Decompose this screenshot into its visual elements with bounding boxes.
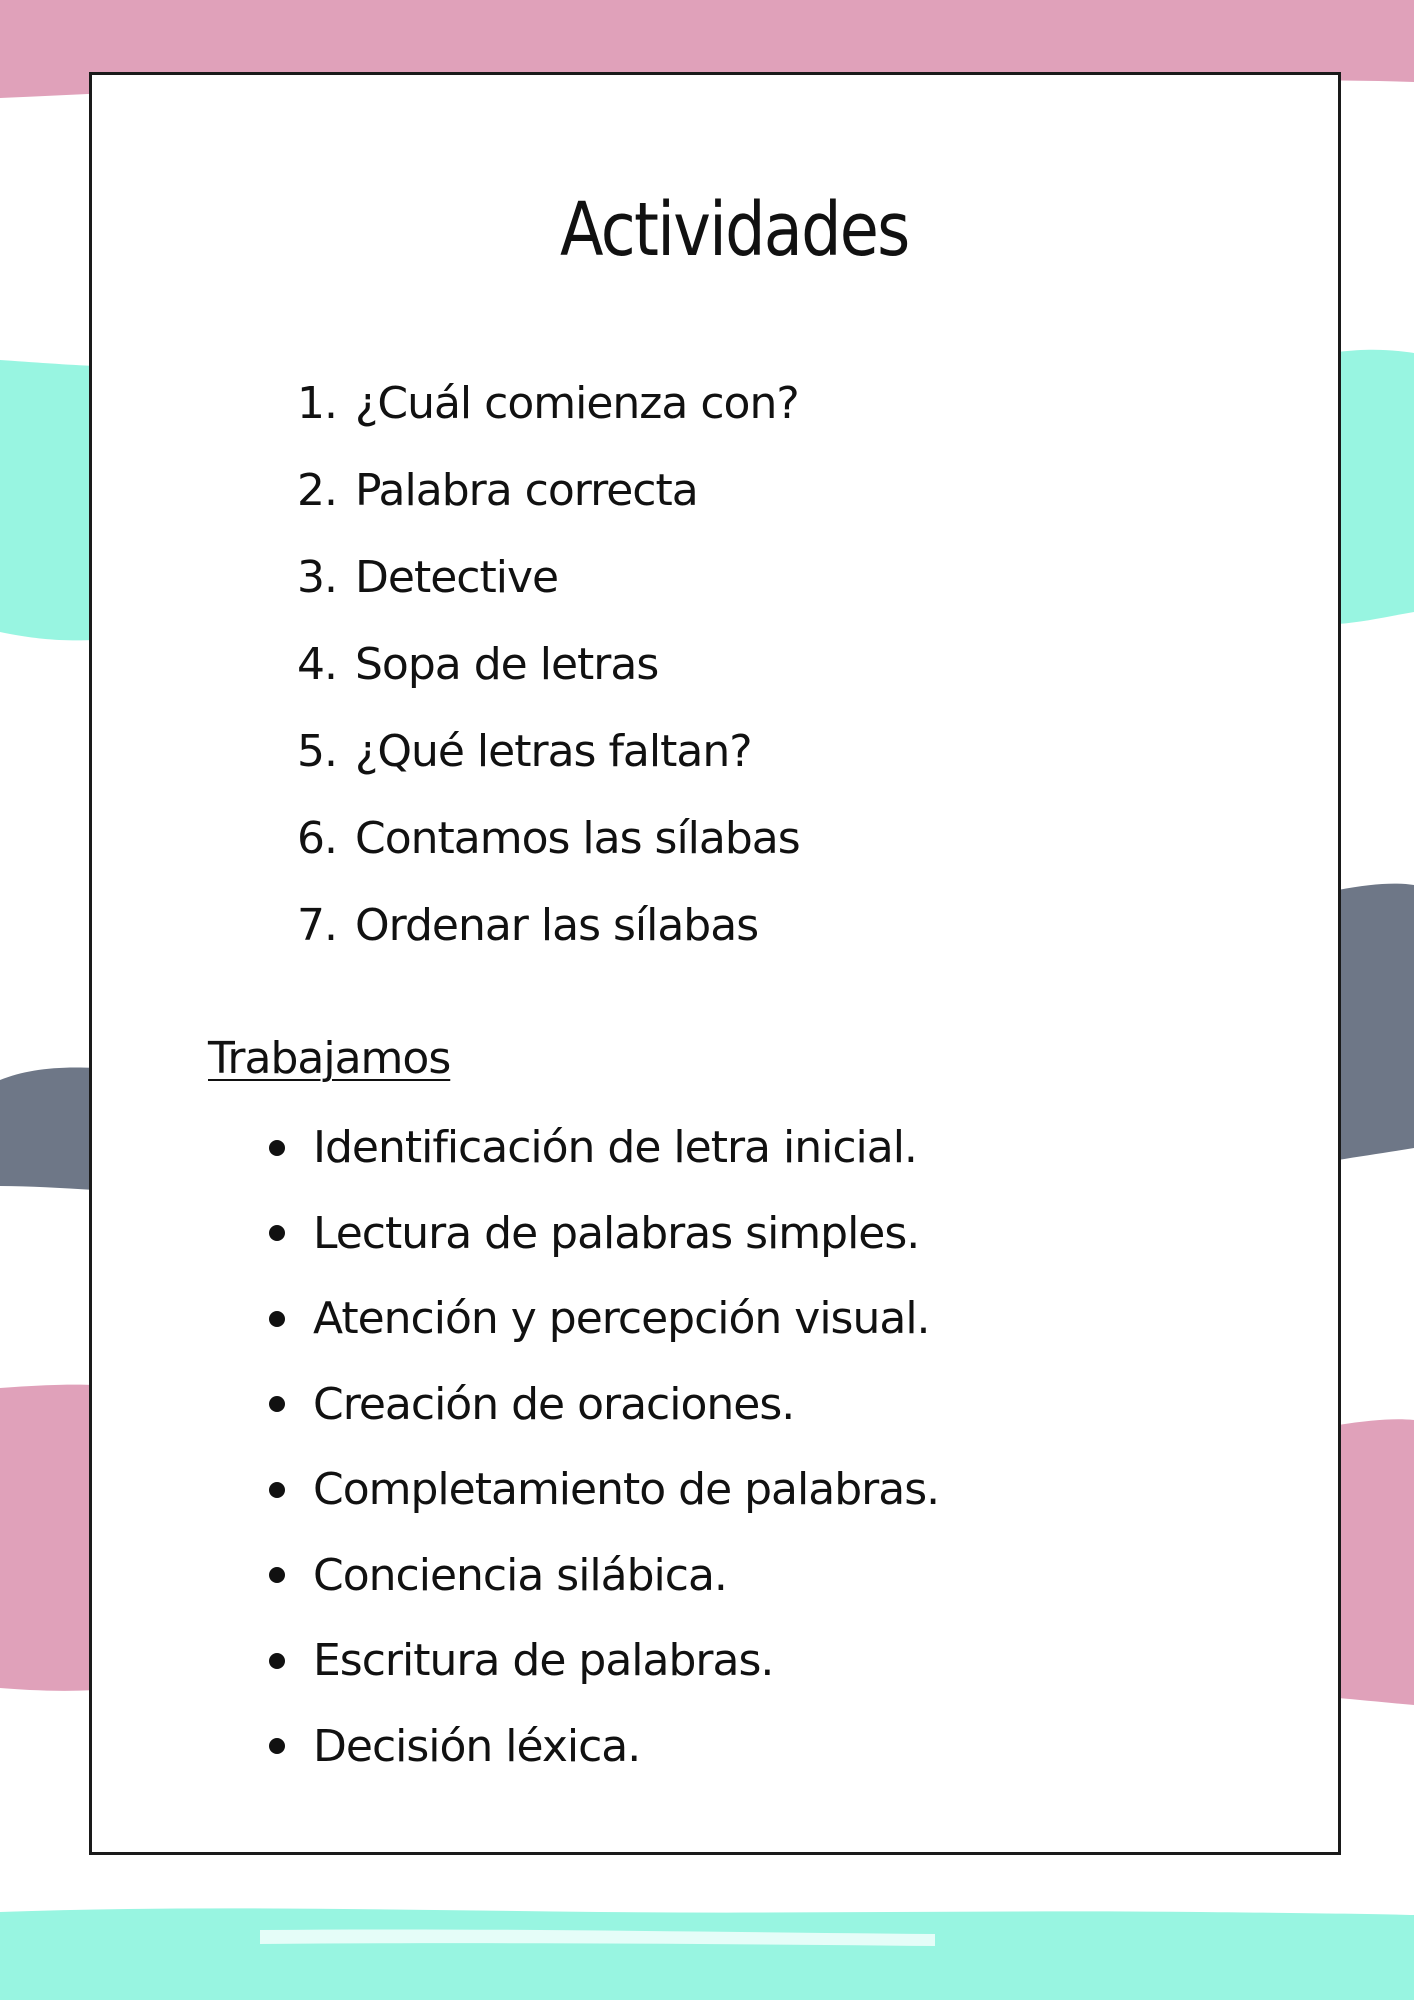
- list-item: [267, 882, 800, 969]
- list-item: [267, 1533, 939, 1619]
- list-item: [267, 1618, 939, 1704]
- list-item: [267, 708, 800, 795]
- item-label: ¿Cuál comienza con?: [355, 378, 799, 429]
- list-item: [267, 1105, 939, 1191]
- list-item: [267, 534, 800, 621]
- item-label: Completamiento de palabras.: [313, 1464, 940, 1516]
- bullet-icon: [269, 1738, 285, 1754]
- mint-stroke-right: [1338, 350, 1414, 624]
- item-number: 3.: [297, 552, 337, 603]
- bullet-icon: [269, 1396, 285, 1412]
- page-title: Actividades: [560, 187, 909, 273]
- list-item: [267, 1704, 939, 1790]
- list-item: [267, 447, 800, 534]
- skills-list: [267, 1105, 939, 1789]
- item-label: Palabra correcta: [355, 465, 698, 516]
- activities-list: [267, 360, 800, 969]
- item-label: Conciencia silábica.: [313, 1549, 727, 1601]
- item-label: ¿Qué letras faltan?: [355, 726, 752, 777]
- bullet-icon: [269, 1653, 285, 1669]
- slate-stroke-left: [0, 1068, 95, 1191]
- bullet-icon: [269, 1567, 285, 1583]
- pink-stroke-left: [0, 1385, 95, 1691]
- mint-stroke-bottom: [0, 1908, 1414, 2000]
- item-label: Atención y percepción visual.: [313, 1293, 930, 1345]
- bullet-icon: [269, 1482, 285, 1498]
- item-label: Identificación de letra inicial.: [313, 1122, 917, 1174]
- bullet-icon: [269, 1140, 285, 1156]
- list-item: [267, 1362, 939, 1448]
- item-number: 2.: [297, 465, 337, 516]
- mint-stroke-left-2: [0, 540, 95, 641]
- pink-stroke-right: [1338, 1419, 1414, 1705]
- item-label: Creación de oraciones.: [313, 1378, 795, 1430]
- item-label: Decisión léxica.: [313, 1720, 641, 1772]
- slate-stroke-right: [1338, 884, 1414, 1160]
- item-label: Ordenar las sílabas: [355, 900, 759, 951]
- list-item: [267, 1447, 939, 1533]
- list-item: [267, 1191, 939, 1277]
- bullet-icon: [269, 1311, 285, 1327]
- item-number: 4.: [297, 639, 337, 690]
- list-item: [267, 621, 800, 708]
- item-number: 1.: [297, 378, 337, 429]
- skills-heading: Trabajamos: [208, 1033, 451, 1084]
- item-number: 7.: [297, 900, 337, 951]
- item-number: 5.: [297, 726, 337, 777]
- item-label: Escritura de palabras.: [313, 1635, 774, 1687]
- list-item: [267, 360, 800, 447]
- list-item: [267, 1276, 939, 1362]
- list-item: [267, 795, 800, 882]
- bullet-icon: [269, 1225, 285, 1241]
- item-label: Sopa de letras: [355, 639, 659, 690]
- item-number: 6.: [297, 813, 337, 864]
- item-label: Contamos las sílabas: [355, 813, 800, 864]
- content-frame: [89, 72, 1341, 1855]
- item-label: Lectura de palabras simples.: [313, 1207, 920, 1259]
- item-label: Detective: [355, 552, 559, 603]
